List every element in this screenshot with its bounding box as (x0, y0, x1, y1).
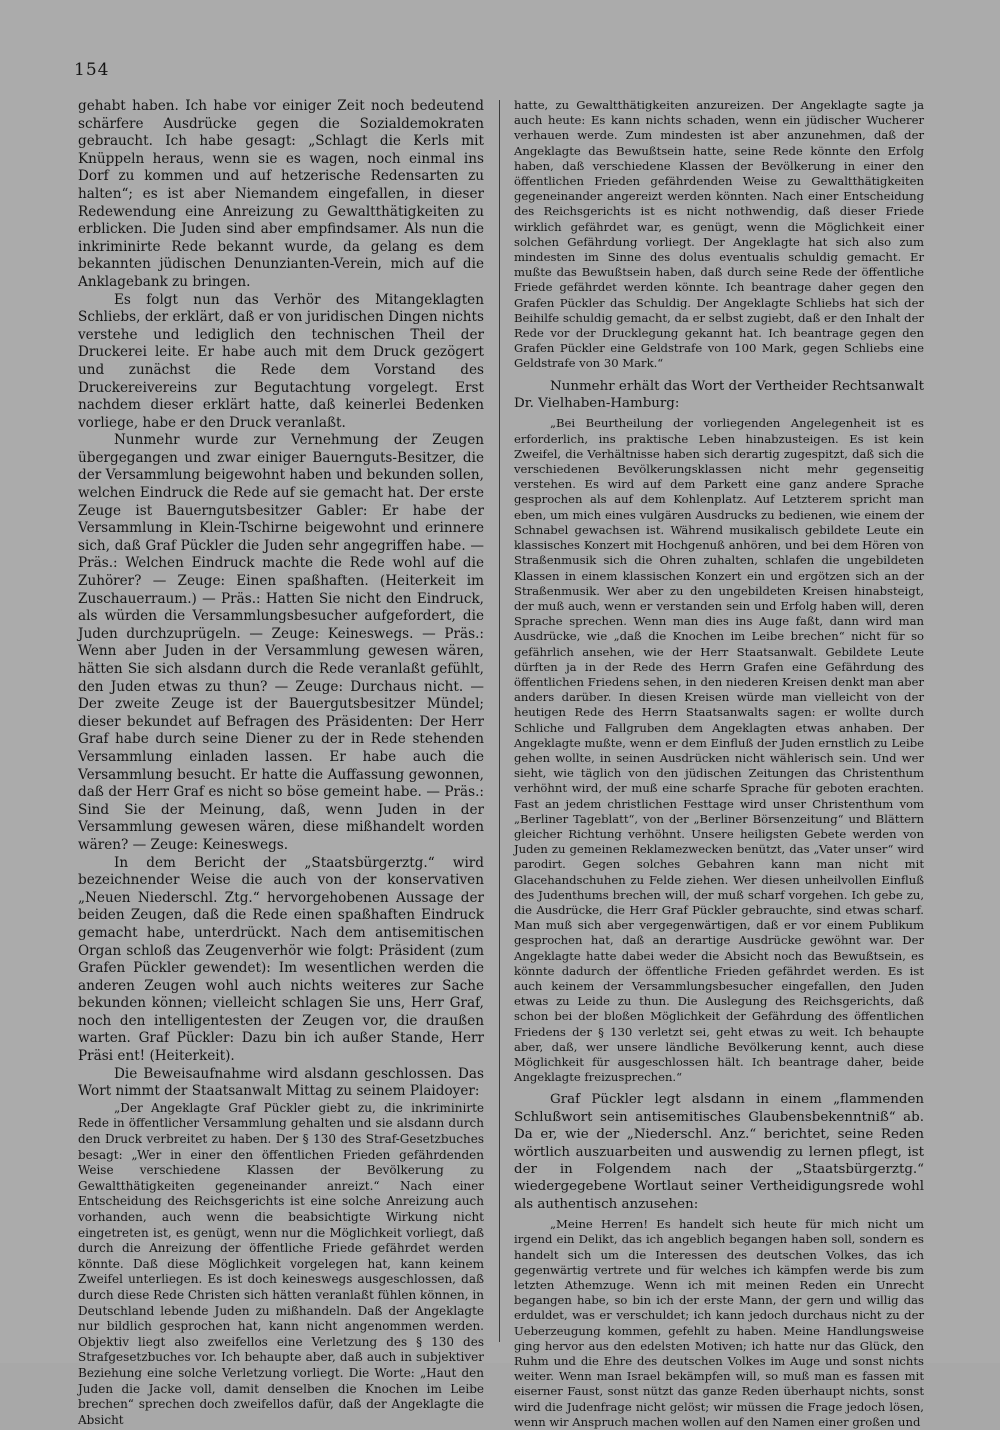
paragraph: Nunmehr wurde zur Vernehmung der Zeugen übergegangen und zwar einiger Bauernguts-Besitzer, die der Versammlung beigewohnt haben und bekunden sollen, welchen Eindruck die Rede auf sie gemacht hat. Der erste Zeuge ist Bauerngutsbesitzer Gabler: Er habe der Versammlung in Klein-Tschirne beigewohnt und erinnere sich, daß Graf Pückler die Juden sehr angegriffen habe. — Präs.: Welchen Eindruck machte die Rede wohl auf die Zuhörer? — Zeuge: Einen spaßhaften. (Heiterkeit im Zuschauerraum.) — Präs.: Hatten Sie nicht den Eindruck, als würden die Versammlungsbesucher aufgefordert, die Juden durchzuprügeln. — Zeuge: Keineswegs. — Präs.: Wenn aber Juden in der Versammlung gewesen wären, hätten Sie sich alsdann durch die Rede veranlaßt gefühlt, den Juden etwas zu thun? — Zeuge: Durchaus nicht. — Der zweite Zeuge ist der Bauergutsbesitzer Mündel; dieser bekundet auf Befragen des Präsidenten: Der Herr Graf habe durch seine Diener zu der in Rede stehenden Versammlung einladen lassen. Er habe auch die Versammlung besucht. Er hatte die Auffassung gewonnen, daß der Herr Graf es nicht so böse gemeint habe. — Präs.: Sind Sie der Meinung, daß, wenn Juden in der Versammlung gewesen wären, diese mißhandelt worden wären? — Zeuge: Keineswegs. (78, 432, 484, 853)
defense-quote: „Bei Beurtheilung der vorliegenden Angelegenheit ist es erforderlich, ins praktische Leben hinabzusteigen. Es ist kein Zweifel, die Verhältnisse haben sich derartig zugespitzt, daß sich die verschiedenen Bevölkerungsklassen nicht mehr gegenseitig verstehen. Es wird auf dem Parkett eine ganz andere Sprache gesprochen als auf dem Kohlenplatz. Auf Letzterem spricht man eben, um mich eines vulgären Ausdrucks zu bedienen, wie einem der Schnabel gewachsen ist. Während musikalisch gebildete Leute ein klassisches Konzert mit Hochgenuß anhören, und bei dem Hören von Straßenmusik sich die Ohren zuhalten, schlafen die ungebildeten Klassen in einem klassischen Konzert ein und ergötzen sich an der Straßenmusik. Wer aber zu den ungebildeten Kreisen hinabsteigt, der muß auch, wenn er verstanden sein und Erfolg haben will, deren Sprache sprechen. Wenn man dies ins Auge faßt, dann wird man Ausdrücke, wie „daß die Knochen im Leibe brechen“ nicht für so gefährlich ansehen, wie der Herr Staatsanwalt. Gebildete Leute dürften ja in der Rede des Herrn Grafen eine Gefährdung des öffentlichen Friedens sehen, in den niederen Kreisen denkt man aber anders darüber. In diesen Kreisen würde man vielleicht von der heutigen Rede des Herrn Staatsanwalts sagen: er wollte durch Schliche und Fallgruben dem Angeklagten etwas anhaben. Der Angeklagte mußte, wenn er dem Einfluß der Juden ernstlich zu Leibe gehen wollte, in seinen Ausdrücken nicht wählerisch sein. Und wer sieht, wie täglich von den jüdischen Zeitungen das Christenthum verhöhnt wird, der muß eine scharfe Sprache für geboten erachten. Fast an jedem christlichen Festtage wird unser Christenthum vom „Berliner Tageblatt“, von der „Berliner Börsenzeitung“ und Blättern gleicher Richtung verhöhnt. Unsere heiligsten Gebete werden von Juden zu gemeinen Reklamezwecken benützt, das „Vater unser“ wird parodirt. Gegen solches Gebahren kann man nicht mit Glacehandschuhen zu Felde ziehen. Wer diesen unheilvollen Einfluß des Judenthums brechen will, der muß scharf vorgehen. Ich gebe zu, die Ausdrücke, die Herr Graf Pückler gebrauchte, sind etwas scharf. Man muß sich aber vergegenwärtigen, daß er vor einem Publikum gesprochen hat, daß an derartige Ausdrücke gewöhnt war. Der Angeklagte hatte dabei weder die Absicht noch das Bewußtsein, es könnte dadurch der öffentliche Frieden gefährdet werden. Es ist auch keinem der Versammlungsbesucher eingefallen, den Juden etwas zu Leide zu thun. Die Auslegung des Reichsgerichts, daß schon bei der bloßen Möglichkeit der Gefährdung des öffentlichen Friedens der § 130 verletzt sei, geht etwas zu weit. Ich behaupte aber, daß, wer unsere ländliche Bevölkerung kennt, auch diese Möglichkeit für ausgeschlossen hält. Ich beantrage daher, beide Angeklagte freizusprechen.“ (514, 416, 924, 1085)
paragraph: In dem Bericht der „Staatsbürgerztg.“ wird bezeichnender Weise die auch von der konservativen „Neuen Niederschl. Ztg.“ hervorgehobenen Aussage der beiden Zeugen, daß die Rede einen spaßhaften Eindruck gemacht habe, unterdrückt. Nach dem antisemitischen Organ schloß das Zeugenverhör wie folgt: Präsident (zum Grafen Pückler gewendet): Im wesentlichen werden die anderen Zeugen wohl auch nichts weiteres zur Sache bekunden können; vielleicht schlagen Sie uns, Herr Graf, noch den intelligentesten der Zeugen vor, die draußen warten. Graf Pückler: Dazu bin ich außer Stande, Herr Präsi ent! (Heiterkeit). (78, 854, 484, 1065)
column-divider (499, 100, 500, 1342)
page-number: 154 (74, 60, 110, 80)
paragraph: Die Beweisaufnahme wird alsdann geschlossen. Das Wort nimmt der Staatsanwalt Mittag zu seinem Plaidoyer: (78, 1065, 484, 1100)
defense-intro: Nunmehr erhält das Wort der Vertheider Rechtsanwalt Dr. Vielhaben-Hamburg: (514, 378, 924, 412)
paragraph: Es folgt nun das Verhör des Mitangeklagten Schliebs, der erklärt, daß er von juridischen Dingen nichts verstehe und lediglich den technischen Theil der Druckerei leite. Er habe auch mit dem Druck gezögert und zunächst die Rede dem Vorstand des Druckereivereins zur Begutachtung vorgelegt. Erst nachdem dieser erklärt hatte, daß keinerlei Bedenken vorliege, habe er den Druck veranlaßt. (78, 291, 484, 431)
prosecutor-quote-continued: hatte, zu Gewaltthätigkeiten anzureizen. Der Angeklagte sagte ja auch heute: Es kann nichts schaden, wenn ein jüdischer Wucherer verhauen werde. Zum mindesten ist aber anzunehmen, daß der Angeklagte das Bewußtsein hatte, seine Rede könnte den Erfolg haben, daß verschiedene Klassen der Bevölkerung in einer den öffentlichen Frieden gefährdenden Weise zu Gewaltthätigkeiten gegeneinander angereizt werden könnten. Nach einer Entscheidung des Reichsgerichts ist es nicht nothwendig, daß dieser Friede wirklich gefährdet war, es genügt, wenn die Möglichkeit einer solchen Gefährdung vorliegt. Der Angeklagte hat sich also zum mindesten im Sinne des dolus eventualis schuldig gemacht. Er mußte das Bewußtsein haben, daß durch seine Rede der öffentliche Friede gefährdet werden könnte. Ich beantrage daher gegen den Grafen Pückler das Schuldig. Der Angeklagte Schliebs hat sich der Beihilfe schuldig gemacht, da er selbst zugiebt, daß er den Inhalt der Rede vor der Drucklegung gekannt hat. Ich beantrage gegen den Grafen Pückler eine Geldstrafe von 100 Mark, gegen Schliebs eine Geldstrafe von 30 Mark.“ (514, 98, 924, 371)
prosecutor-quote: „Der Angeklagte Graf Pückler giebt zu, die inkriminirte Rede in öffentlicher Versammlung gehalten und sie alsdann durch den Druck verbreitet zu haben. Der § 130 des Straf-Gesetzbuches besagt: „Wer in einer den öffentlichen Frieden gefährdenden Weise verschiedene Klassen der Bevölkerung zu Gewaltthätigkeiten gegeneinander anreizt.“ Nach einer Entscheidung des Reichsgerichts ist eine solche Anreizung auch vorhanden, auch wenn die beabsichtigte Wirkung nicht eingetreten ist, es genügt, wenn nur die Möglichkeit vorliegt, daß durch die Anreizung der öffentliche Friede gefährdet werden könnte. Daß diese Möglichkeit vorgelegen hat, kann keinem Zweifel unterliegen. Es ist doch keineswegs ausgeschlossen, daß durch diese Rede Christen sich hätten veranlaßt fühlen können, in Deutschland lebende Juden zu mißhandeln. Daß der Angeklagte nur bildlich gesprochen hat, kann nicht angenommen werden. Objektiv liegt also zweifellos eine Verletzung des § 130 des Strafgesetzbuches vor. Ich behaupte aber, daß auch in subjektiver Beziehung eine solche Verletzung vorliegt. Die Worte: „Haut den Juden die Jacke voll, damit denselben die Knochen im Leibe brechen“ sprechen doch zweifellos dafür, daß der Angeklagte die Absicht (78, 1100, 484, 1427)
left-column (78, 98, 484, 1428)
paragraph: gehabt haben. Ich habe vor einiger Zeit noch bedeutend schärfere Ausdrücke gegen die Sozialdemokraten gebraucht. Ich habe gesagt: „Schlagt die Kerls mit Knüppeln heraus, wenn sie es wagen, noch einmal ins Dorf zu kommen und auf hetzerische Redensarten zu halten“; es ist aber Niemandem eingefallen, in dieser Redewendung eine Anreizung zu Gewaltthätigkeiten zu erblicken. Die Juden sind aber empfindsamer. Als nun die inkriminirte Rede bekannt wurde, da gelang es dem bekannten jüdischen Denunzianten-Verein, mich auf die Anklagebank zu bringen. (78, 98, 484, 290)
speech-quote: „Meine Herren! Es handelt sich heute für mich nicht um irgend ein Delikt, das ich angeblich begangen haben soll, sondern es handelt sich um die Interessen des deutschen Volkes, das ich gegenwärtig vertrete und für welches ich kämpfen werde bis zum letzten Athemzuge. Wenn ich mit meinen Reden ein Unrecht begangen habe, so bin ich der erste Mann, der gern und willig das erduldet, was er verschuldet; ich kann jedoch durchaus nicht zu der Ueberzeugung kommen, gefehlt zu haben. Meine Handlungsweise ging hervor aus den edelsten Motiven; ich hatte nur das Glück, den Ruhm und die Ehre des deutschen Volkes im Auge und sonst nichts weiter. Wenn man Israel bekämpfen will, so muß man es fassen mit eiserner Faust, sonst nützt das ganze Reden überhaupt nichts, sonst wird die Judenfrage nicht gelöst; wir müssen die Frage jedoch lösen, wenn wir Anspruch machen wollen auf den Namen einer großen und (514, 1217, 924, 1429)
closing-paragraph: Graf Pückler legt alsdann in einem „flammenden Schlußwort sein antisemitisches Glaubensbekenntniß“ ab. Da er, wie der „Niederschl. Anz.“ berichtet, seine Reden wörtlich auszuarbeiten und auswendig zu lernen pflegt, ist der in Folgendem nach der „Staatsbürgerztg.“ wiedergegebene Wortlaut seiner Vertheidigungsrede wohl als authentisch anzusehen: (514, 1092, 924, 1212)
right-column (514, 98, 924, 1430)
